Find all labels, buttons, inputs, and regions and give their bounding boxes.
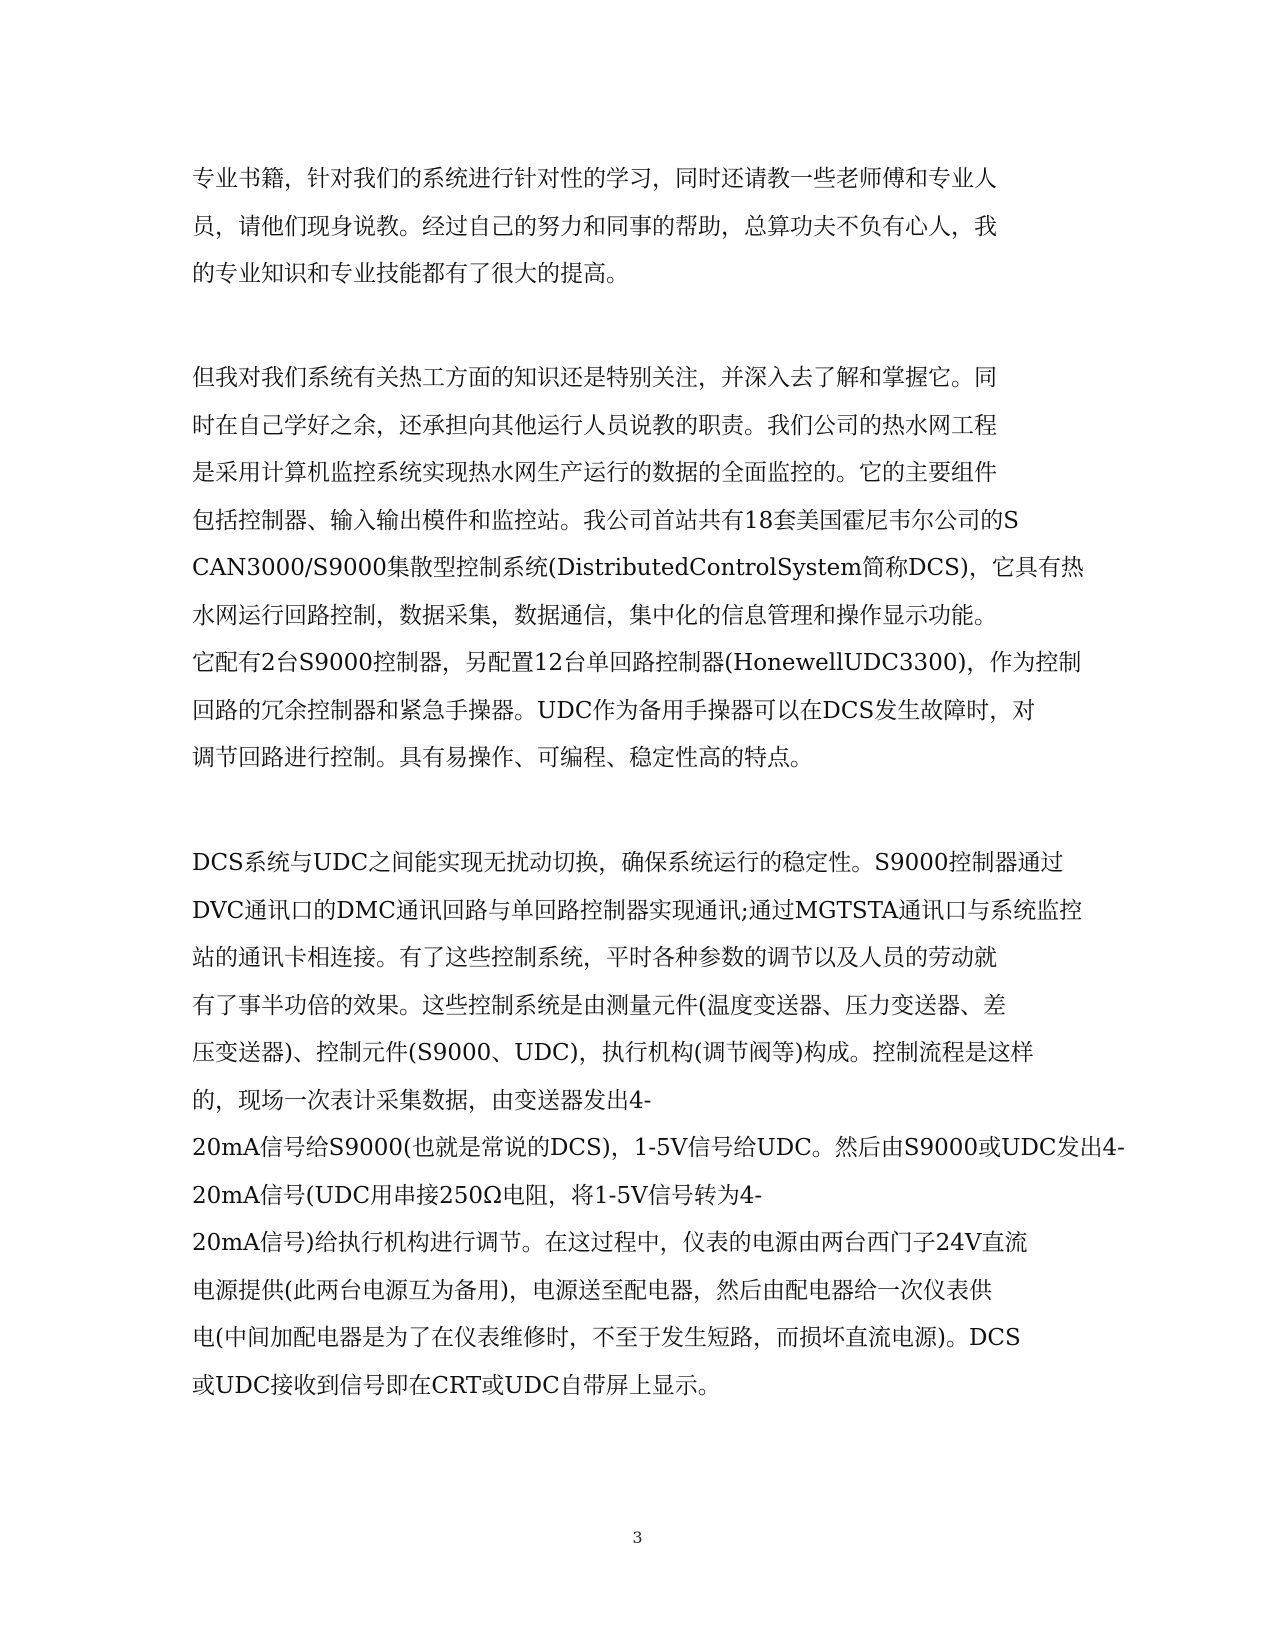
text-line: CAN3000/S9000集散型控制系统(DistributedControlSystem简称DCS)，它具有热 [192,555,1084,581]
text-line: 的，现场一次表计采集数据，由变送器发出4- [192,1087,652,1114]
text-line: 员，请他们现身说教。经过自己的努力和同事的帮助，总算功夫不负有心人，我 [192,213,997,240]
text-line: 是采用计算机监控系统实现热水网生产运行的数据的全面监控的。它的主要组件 [192,460,997,486]
text-line: 压变送器)、控制元件(S9000、UDC)，执行机构(调节阀等)构成。控制流程是这样 [192,1040,1034,1066]
text-line: 时在自己学好之余，还承担向其他运行人员说教的职责。我们公司的热水网工程 [192,412,997,439]
page-number: 3 [632,1528,643,1547]
text-line: 20mA信号(UDC用串接250Ω电阻，将1-5V信号转为4- [192,1182,763,1209]
paragraph-3 [192,840,1125,1410]
text-line: 电(中间加配电器是为了在仪表维修时，不至于发生短路，而损坏直流电源)。DCS [192,1325,1021,1351]
text-line: 包括控制器、输入输出模件和监控站。我公司首站共有18套美国霍尼韦尔公司的S [192,507,1020,534]
text-line: 但我对我们系统有关热工方面的知识还是特别关注，并深入去了解和掌握它。同 [192,365,997,391]
text-line: DCS系统与UDC之间能实现无扰动切换，确保系统运行的稳定性。S9000控制器通过 [192,850,1064,876]
text-line: 20mA信号给S9000(也就是常说的DCS)，1-5V信号给UDC。然后由S9000或UDC发出4- [192,1135,1125,1161]
text-line: 的专业知识和专业技能都有了很大的提高。 [192,261,629,287]
text-line: 或UDC接收到信号即在CRT或UDC自带屏上显示。 [192,1372,721,1399]
text-line: 20mA信号)给执行机构进行调节。在这过程中，仪表的电源由两台西门子24V直流 [192,1230,1028,1256]
text-line: 调节回路进行控制。具有易操作、可编程、稳定性高的特点。 [192,745,813,771]
text-line: 电源提供(此两台电源互为备用)，电源送至配电器，然后由配电器给一次仪表供 [192,1277,992,1304]
paragraph-1 [192,156,1087,299]
text-line: DVC通讯口的DMC通讯回路与单回路控制器实现通讯;通过MGTSTA通讯口与系统监控 [192,897,1083,924]
paragraph-2 [192,355,1087,783]
text-line: 站的通讯卡相连接。有了这些控制系统，平时各种参数的调节以及人员的劳动就 [192,945,997,971]
text-line: 有了事半功倍的效果。这些控制系统是由测量元件(温度变送器、压力变送器、差 [192,992,1006,1019]
text-line: 回路的冗余控制器和紧急手操器。UDC作为备用手操器可以在DCS发生故障时，对 [192,697,1036,724]
text-line: 它配有2台S9000控制器，另配置12台单回路控制器(HonewellUDC3300)，作为控制 [192,650,1082,676]
text-line: 专业书籍，针对我们的系统进行针对性的学习，同时还请教一些老师傅和专业人 [192,166,997,192]
text-line: 水网运行回路控制，数据采集，数据通信，集中化的信息管理和操作显示功能。 [192,602,997,629]
